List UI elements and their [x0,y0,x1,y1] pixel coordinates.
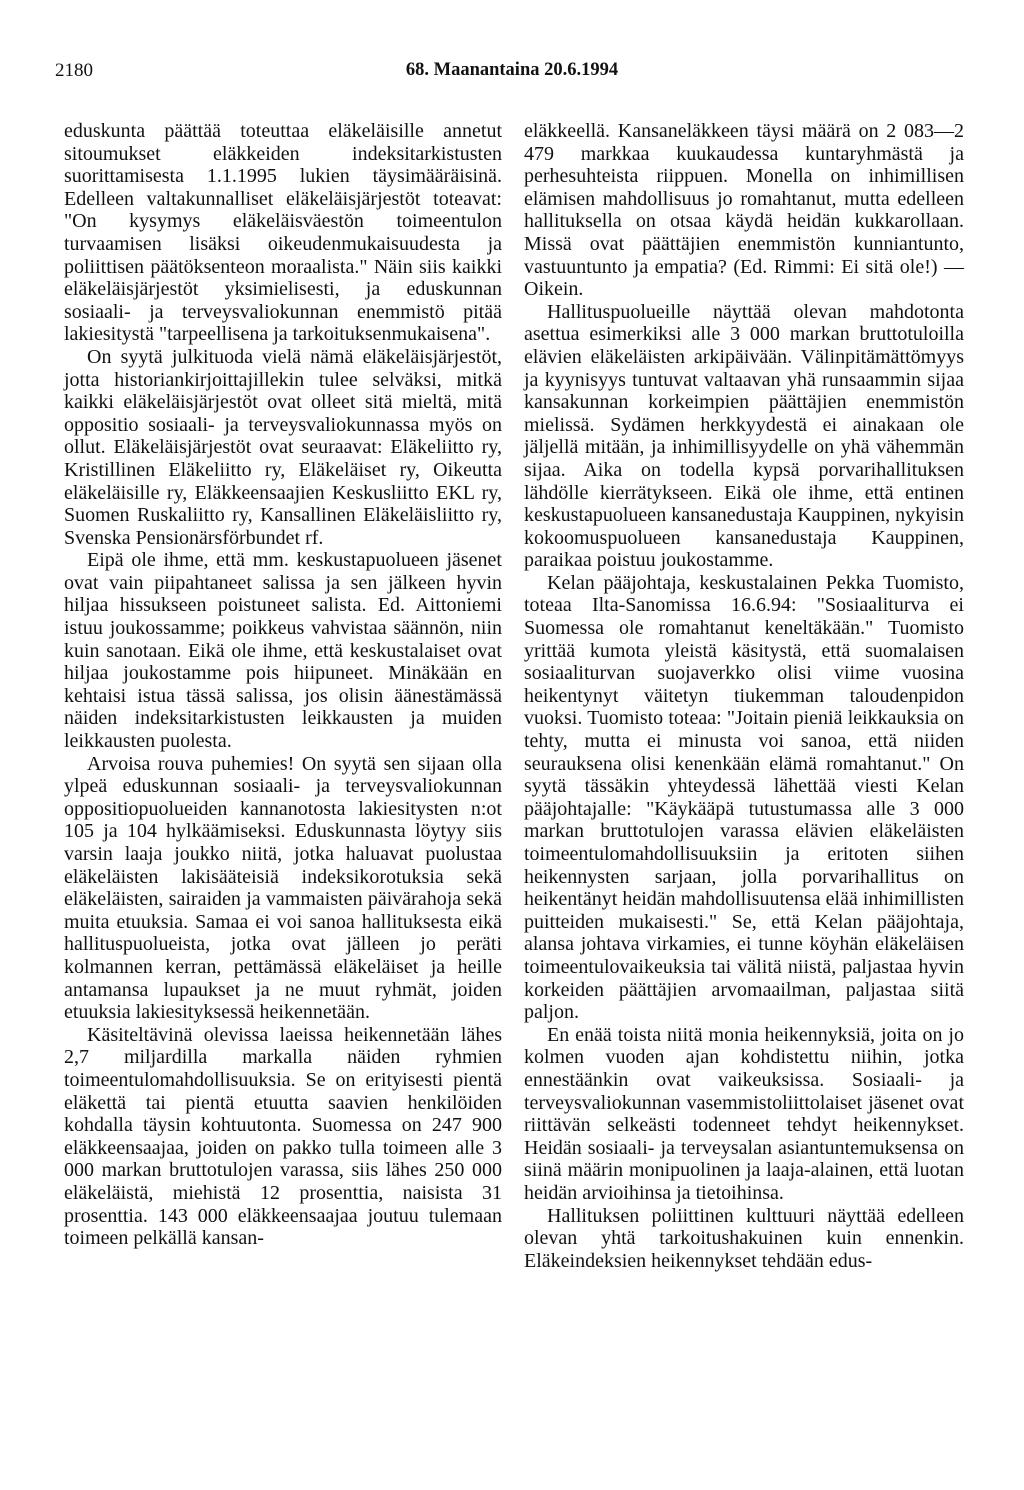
paragraph: Eipä ole ihme, että mm. keskustapuolueen jäsenet ovat vain piipahtaneet salissa ja sen jälkeen hyvin hiljaa hissukseen poistuneet salista. Ed. Aittoniemi istuu joukossamme; poikkeus vahvistaa säännön, niin kuin sanotaan. Eikä ole ihme, että keskustalaiset ovat hiljaa joukostamme pois hiipuneet. Minäkään en kehtaisi istua tässä salissa, jos olisin äänestämässä näiden indeksitarkistusten leikkausten ja muiden leikkausten puolesta. [64,549,502,753]
right-column [524,120,964,1272]
paragraph: Arvoisa rouva puhemies! On syytä sen sijaan olla ylpeä eduskunnan sosiaali- ja terveysvaliokunnan oppositiopuolueiden kannanotosta lakiesitysten n:ot 105 ja 104 hylkäämiseksi. Eduskunnasta löytyy siis varsin laaja joukko niitä, jotka haluavat puolustaa eläkeläisten lakisääteisiä indeksikorotuksia sekä eläkeläisten, sairaiden ja vammaisten päivärahoja sekä muita etuuksia. Samaa ei voi sanoa hallituksesta eikä hallituspuolueista, jotka ovat jälleen jo peräti kolmannen kerran, pettämässä eläkeläiset ja heille antamansa lupaukset ja ne muut ryhmät, joiden etuuksia lakiesityksessä heikennetään. [64,752,502,1024]
paragraph: eduskunta päättää toteuttaa eläkeläisille annetut sitoumukset eläkkeiden indeksitarkistusten suorittamisesta 1.1.1995 lukien täysimääräisinä. Edelleen valtakunnalliset eläkeläisjärjestöt toteavat: "On kysymys eläkeläisväestön toimeentulon turvaamisen lisäksi oikeudenmukaisuudesta ja poliittisen päätöksenteon moraalista." Näin siis kaikki eläkeläisjärjestöt yksimielisesti, ja eduskunnan sosiaali- ja terveysvaliokunnan enemmistö pitää lakiesitystä "tarpeellisena ja tarkoituksenmukaisena". [64,120,502,346]
left-column [64,120,502,1250]
paragraph: Hallituksen poliittinen kulttuuri näyttää edelleen olevan yhtä tarkoitushakuinen kuin ennenkin. Eläkeindeksien heikennykset tehdään edus- [524,1204,964,1272]
session-date-title: 68. Maanantaina 20.6.1994 [405,60,619,80]
paragraph: Kelan pääjohtaja, keskustalainen Pekka Tuomisto, toteaa Ilta-Sanomissa 16.6.94: "Sosiaaliturva ei Suomessa ole romahtanut keneltäkään." Tuomisto yrittää kumota yleistä käsitystä, että suomalaisen sosiaaliturvan suojaverkko olisi viime vuosina heikentynyt väitetyn tiukemman taloudenpidon vuoksi. Tuomisto toteaa: "Joitain pieniä leikkauksia on tehty, mutta ei minusta voi sanoa, että niiden seurauksena olisi kenenkään elämä romahtanut." On syytä tässäkin yhteydessä lähettää viesti Kelan pääjohtajalle: "Käykääpä tutustumassa alle 3 000 markan bruttotulojen varassa elävien eläkeläisten toimeentulomahdollisuuksiin ja eritoten siihen heikennysten sarjaan, jolla porvarihallitus on heikentänyt heidän mahdollisuutensa elää inhimillisten puitteiden mukaisesti." Se, että Kelan pääjohtaja, alansa johtava virkamies, ei tunne köyhän eläkeläisen toimeentulovaikeuksia tai välitä niistä, paljastaa hyvin korkeiden päättäjien arvomaailman, paljastaa siitä paljon. [524,571,964,1024]
paragraph: Käsiteltävinä olevissa laeissa heikennetään lähes 2,7 miljardilla markalla näiden ryhmien toimeentulomahdollisuuksia. Se on erityisesti pientä eläkettä tai pientä etuutta saavien henkilöiden kohdalla täysin kohtuutonta. Suomessa on 247 900 eläkkeensaajaa, joiden on pakko tulla toimeen alle 3 000 markan bruttotulojen varassa, siis lähes 250 000 eläkeläistä, miehistä 12 prosenttia, naisista 31 prosenttia. 143 000 eläkkeensaajaa joutuu tulemaan toimeen pelkällä kansan- [64,1023,502,1250]
paragraph: On syytä julkituoda vielä nämä eläkeläisjärjestöt, jotta historiankirjoittajillekin tulee selväksi, mitkä kaikki eläkeläisjärjestöt ovat olleet sitä mieltä, mitä oppositio sosiaali- ja terveysvaliokunnassa myös on ollut. Eläkeläisjärjestöt ovat seuraavat: Eläkeliitto ry, Kristillinen Eläkeliitto ry, Eläkeläiset ry, Oikeutta eläkeläisille ry, Eläkkeensaajien Keskusliitto EKL ry, Suomen Ruskaliitto ry, Kansallinen Eläkeläisliitto ry, Svenska Pensionärsförbundet rf. [64,345,502,549]
page-header [0,60,1024,86]
page-number: 2180 [55,60,93,81]
paragraph: eläkkeellä. Kansaneläkkeen täysi määrä on 2 083—2 479 markkaa kuukaudessa kuntaryhmästä ja perhesuhteista riippuen. Monella on inhimillisen elämisen mahdollisuus jo romahtanut, mutta edelleen hallituksella on otsaa käydä heidän kukkarollaan. Missä ovat päättäjien enemmistön kunniantunto, vastuuntunto ja empatia? (Ed. Rimmi: Ei sitä ole!) — Oikein. [524,120,964,301]
paragraph: Hallituspuolueille näyttää olevan mahdotonta asettua esimerkiksi alle 3 000 markan bruttotuloilla elävien eläkeläisten arkipäivään. Välinpitämättömyys ja kyynisyys tuntuvat valtaavan yhä runsaammin sijaa kansakunnan korkeimpien päättäjien enemmistön mielissä. Sydämen herkkyydestä ei ainakaan ole jäljellä mitään, ja inhimillisyydelle on yhä vähemmän sijaa. Aika on todella kypsä porvarihallituksen lähdölle kierrätykseen. Eikä ole ihme, että entinen keskustapuolueen kansanedustaja Kauppinen, nykyisin kokoomuspuolueen kansanedustaja Kauppinen, paraikaa poistuu joukostamme. [524,300,964,572]
paragraph: En enää toista niitä monia heikennyksiä, joita on jo kolmen vuoden ajan kohdistettu niihin, jotka ennestäänkin ovat vaikeuksissa. Sosiaali- ja terveysvaliokunnan vasemmistoliittolaiset jäsenet ovat riittävän selkeästi todenneet tehdyt heikennykset. Heidän sosiaali- ja terveysalan asiantuntemuksensa on siinä määrin monipuolinen ja laaja-alainen, että luotan heidän arvioihinsa ja tietoihinsa. [524,1023,964,1204]
